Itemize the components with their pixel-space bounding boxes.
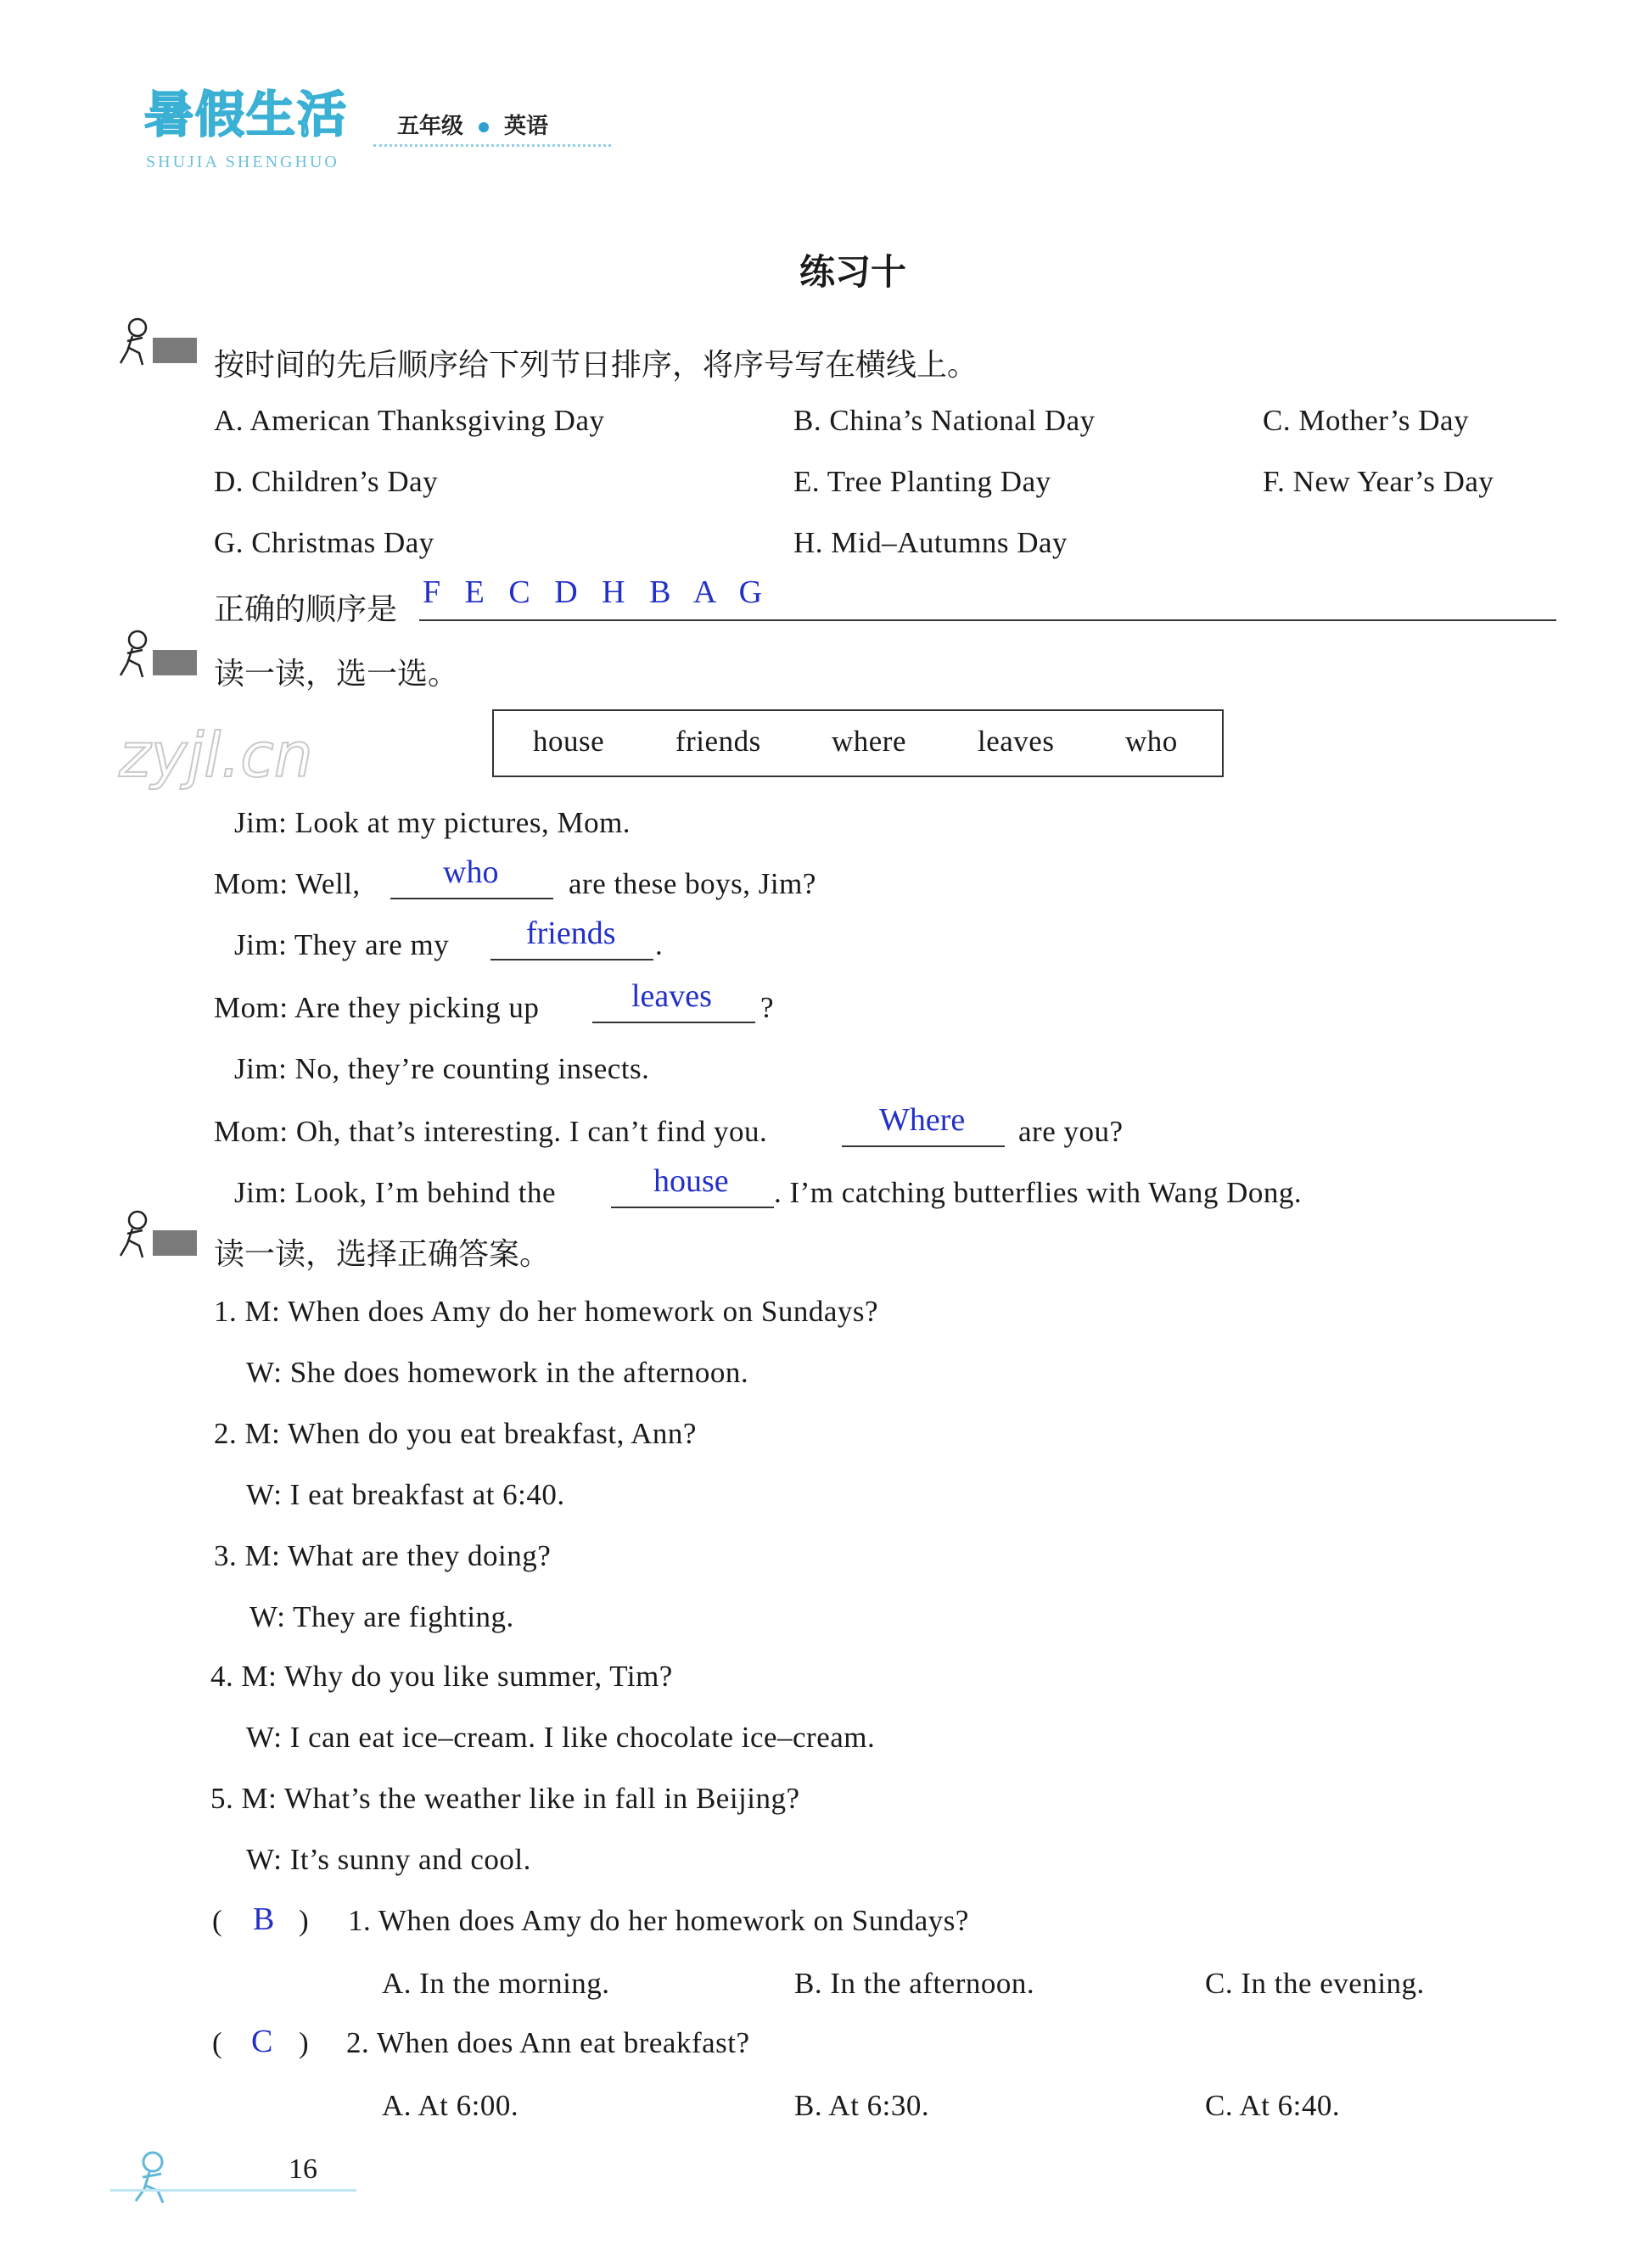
line-text: Look, I’m behind the — [294, 1176, 556, 1209]
section1-instruction: 按时间的先后顺序给下列节日排序，将序号写在横线上。 — [214, 348, 978, 383]
section-figure-icon — [117, 316, 199, 367]
speaker: Jim: — [234, 928, 288, 961]
speaker: Jim: — [234, 1176, 288, 1209]
speaker: Jim: — [234, 1052, 288, 1085]
line-text: No, they’re counting insects. — [294, 1052, 650, 1085]
word-bank-item: house — [533, 725, 605, 758]
blank-answer: friends — [526, 916, 616, 951]
subject-label: 英语 — [504, 114, 549, 139]
header-logo-pinyin: SHUJIA SHENGHUO — [146, 153, 339, 171]
option-g: G. Christmas Day — [214, 526, 434, 559]
dialogue-question: 5. M: What’s the weather like in fall in Beijing? — [210, 1782, 800, 1815]
grade-label: 五年级 — [397, 114, 464, 139]
blank-answer: who — [443, 854, 499, 890]
choice-question: 2. When does Ann eat breakfast? — [346, 2026, 750, 2059]
choice-answer: C — [251, 2024, 273, 2059]
page-number: 16 — [289, 2153, 317, 2185]
answer-paren-open: ( — [212, 2026, 223, 2059]
dialogue-answer: W: It’s sunny and cool. — [246, 1843, 531, 1876]
choice-option: C. At 6:40. — [1205, 2089, 1341, 2122]
option-f: F. New Year’s Day — [1263, 465, 1494, 498]
word-bank-item: where — [832, 725, 907, 758]
answer-blank-line — [390, 898, 553, 899]
option-e: E. Tree Planting Day — [793, 465, 1051, 498]
option-c: C. Mother’s Day — [1263, 404, 1470, 437]
answer-paren-open: ( — [212, 1904, 223, 1937]
line-text: They are my — [294, 928, 450, 961]
line-text-after: . I’m catching butterflies with Wang Dong. — [774, 1176, 1303, 1209]
dialogue-line — [234, 1176, 556, 1210]
dialogue-line — [234, 928, 449, 962]
blank-answer: leaves — [631, 978, 712, 1014]
dialogue-answer: W: I eat breakfast at 6:40. — [246, 1478, 565, 1511]
header-grade — [397, 109, 548, 140]
answer-blank-line — [592, 1022, 755, 1023]
option-b: B. China’s National Day — [793, 404, 1096, 437]
choice-answer: B — [253, 1901, 275, 1937]
answer-paren-close: ) — [299, 2026, 310, 2059]
dialogue-line — [234, 806, 631, 840]
option-a: A. American Thanksgiving Day — [214, 404, 605, 437]
order-answer-line — [419, 619, 1556, 621]
dialogue-question: 3. M: What are they doing? — [214, 1539, 552, 1572]
dialogue-line — [214, 991, 539, 1025]
order-answer: F E C D H B A G — [423, 574, 763, 610]
line-text-after: . — [655, 928, 664, 961]
answer-label: 正确的顺序是 — [214, 592, 398, 627]
answer-blank-line — [611, 1207, 774, 1208]
line-text-after: ? — [760, 991, 775, 1024]
answer-blank-line — [490, 959, 653, 960]
blank-answer: Where — [879, 1102, 966, 1138]
word-bank-item: leaves — [978, 725, 1055, 758]
speaker: Mom: — [214, 991, 289, 1024]
choice-option: C. In the evening. — [1205, 1967, 1425, 2000]
header-divider — [373, 144, 611, 147]
dialogue-line — [214, 867, 361, 901]
speaker: Mom: — [214, 1115, 289, 1148]
separator-dot-icon — [479, 122, 489, 132]
dialogue-question: 1. M: When does Amy do her homework on Sundays? — [214, 1295, 879, 1328]
dialogue-answer: W: I can eat ice–cream. I like chocolate ice–cream. — [246, 1721, 876, 1754]
choice-option: A. At 6:00. — [382, 2089, 519, 2122]
choice-question: 1. When does Amy do her homework on Sundays? — [348, 1904, 969, 1937]
option-d: D. Children’s Day — [214, 465, 439, 498]
speaker: Jim: — [234, 806, 288, 839]
word-bank-box — [492, 709, 1224, 777]
choice-option: B. At 6:30. — [794, 2089, 930, 2122]
watermark: zyjl.cn — [119, 720, 313, 791]
word-bank-item: friends — [675, 725, 761, 758]
option-h: H. Mid–Autumns Day — [793, 526, 1068, 559]
section2-instruction: 读一读，选一选。 — [214, 657, 459, 692]
dialogue-answer: W: They are fighting. — [249, 1600, 514, 1633]
line-text: Oh, that’s interesting. I can’t find you. — [295, 1115, 768, 1148]
answer-blank-line — [842, 1145, 1005, 1147]
section-figure-icon — [117, 1208, 199, 1259]
dialogue-answer: W: She does homework in the afternoon. — [246, 1356, 749, 1389]
dialogue-question: 4. M: Why do you like summer, Tim? — [210, 1660, 673, 1693]
dialogue-question: 2. M: When do you eat breakfast, Ann? — [214, 1417, 697, 1450]
line-text: Look at my pictures, Mom. — [294, 806, 631, 839]
line-text-after: are these boys, Jim? — [569, 867, 816, 900]
page-title: 练习十 — [799, 251, 907, 293]
choice-option: A. In the morning. — [382, 1967, 610, 2000]
footer-line — [110, 2189, 356, 2192]
word-bank-item: who — [1125, 725, 1178, 758]
choice-option: B. In the afternoon. — [794, 1967, 1035, 2000]
section3-instruction: 读一读，选择正确答案。 — [214, 1237, 551, 1272]
answer-paren-close: ) — [299, 1904, 310, 1937]
header-logo: 暑假生活 — [144, 86, 349, 143]
section-figure-icon — [117, 628, 199, 679]
footer-figure-icon — [127, 2147, 187, 2206]
dialogue-line — [214, 1115, 767, 1149]
line-text: Well, — [295, 867, 361, 900]
speaker: Mom: — [214, 867, 289, 900]
line-text-after: are you? — [1018, 1115, 1124, 1148]
dialogue-line — [234, 1052, 649, 1086]
blank-answer: house — [653, 1163, 729, 1199]
line-text: Are they picking up — [294, 991, 540, 1024]
